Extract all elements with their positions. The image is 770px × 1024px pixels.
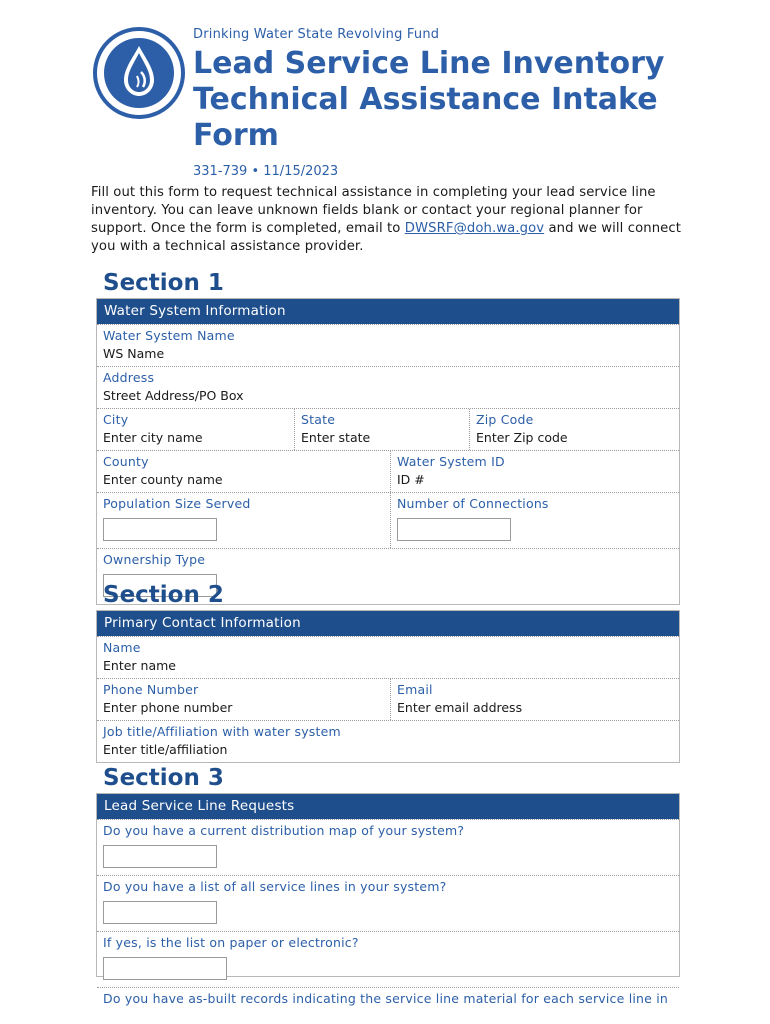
city-state-zip-row [97, 408, 679, 450]
section-2-title: Section 2 [103, 582, 224, 608]
section-2-box [96, 610, 680, 763]
city-value: Enter city name [103, 430, 203, 445]
page-title: Lead Service Line Inventory Technical Assistance Intake Form [193, 46, 665, 153]
question-row [97, 987, 679, 1011]
connections-label: Number of Connections [397, 496, 549, 511]
question-cell [97, 820, 679, 875]
section-2-bar: Primary Contact Information [97, 611, 679, 636]
zip-value: Enter Zip code [476, 430, 568, 445]
intro-paragraph [91, 184, 691, 256]
city-label: City [103, 412, 129, 427]
question-row [97, 819, 679, 875]
job-value: Enter title/affiliation [103, 742, 228, 757]
question-1-label: Do you have a current distribution map of your system? [103, 823, 465, 838]
ws-id-value: ID # [397, 472, 425, 487]
form-number: 331-739 • 11/15/2023 [193, 164, 339, 179]
email-link[interactable]: DWSRF@doh.wa.gov [404, 221, 545, 236]
name-value: Enter name [103, 658, 176, 673]
name-field[interactable] [97, 637, 679, 678]
section-3-title: Section 3 [103, 765, 224, 791]
job-row [97, 720, 679, 762]
intro-text-before: Fill out this form to request technical assistance in completing your lead service line inventory. You can leave unknown fields blank or contact your regional planner for support. Once the form is completed, email to [91, 185, 656, 236]
ws-id-field[interactable] [390, 451, 679, 492]
email-value: Enter email address [397, 700, 523, 715]
program-name: Drinking Water State Revolving Fund [193, 27, 440, 42]
email-field[interactable] [390, 679, 679, 720]
county-field[interactable] [97, 451, 390, 492]
population-input[interactable] [103, 518, 217, 541]
email-label: Email [397, 682, 433, 697]
address-row [97, 366, 679, 408]
ws-name-value: WS Name [103, 346, 165, 361]
population-label: Population Size Served [103, 496, 251, 511]
ws-name-field[interactable] [97, 325, 679, 366]
population-row [97, 492, 679, 548]
question-cell [97, 932, 679, 987]
section-1-bar: Water System Information [97, 299, 679, 324]
address-value: Street Address/PO Box [103, 388, 244, 403]
question-2-input[interactable] [103, 901, 217, 924]
question-cell [97, 876, 679, 931]
question-row [97, 875, 679, 931]
question-1-input[interactable] [103, 845, 217, 868]
phone-label: Phone Number [103, 682, 199, 697]
state-label: State [301, 412, 336, 427]
county-id-row [97, 450, 679, 492]
phone-email-row [97, 678, 679, 720]
job-label: Job title/Affiliation with water system [103, 724, 341, 739]
county-value: Enter county name [103, 472, 223, 487]
connections-input[interactable] [397, 518, 511, 541]
connections-cell [390, 493, 679, 548]
section-3-box [96, 793, 680, 1006]
phone-value: Enter phone number [103, 700, 233, 715]
ws-id-label: Water System ID [397, 454, 505, 469]
section-1-title: Section 1 [103, 270, 224, 296]
population-cell [97, 493, 390, 548]
question-4-label: Do you have as-built records indicating the service line material for each service line in [103, 991, 669, 1006]
job-field[interactable] [97, 721, 679, 762]
city-field[interactable] [97, 409, 294, 450]
question-cell [97, 988, 679, 1011]
state-field[interactable] [294, 409, 469, 450]
zip-field[interactable] [469, 409, 679, 450]
section-3-bar: Lead Service Line Requests [97, 794, 679, 819]
name-label: Name [103, 640, 141, 655]
address-label: Address [103, 370, 155, 385]
ws-name-label: Water System Name [103, 328, 235, 343]
question-3-input[interactable] [103, 957, 227, 980]
section-1-box [96, 298, 680, 605]
ws-name-row [97, 324, 679, 366]
zip-label: Zip Code [476, 412, 534, 427]
water-drop-logo-icon [92, 26, 186, 120]
ownership-label: Ownership Type [103, 552, 206, 567]
name-row [97, 636, 679, 678]
county-label: County [103, 454, 149, 469]
address-field[interactable] [97, 367, 679, 408]
intro-text-after: and we will connect you with a technical assistance provider. [91, 221, 681, 254]
phone-field[interactable] [97, 679, 390, 720]
question-2-label: Do you have a list of all service lines in your system? [103, 879, 447, 894]
state-value: Enter state [301, 430, 371, 445]
header [193, 27, 753, 179]
question-3-label: If yes, is the list on paper or electronic? [103, 935, 359, 950]
question-row [97, 931, 679, 987]
